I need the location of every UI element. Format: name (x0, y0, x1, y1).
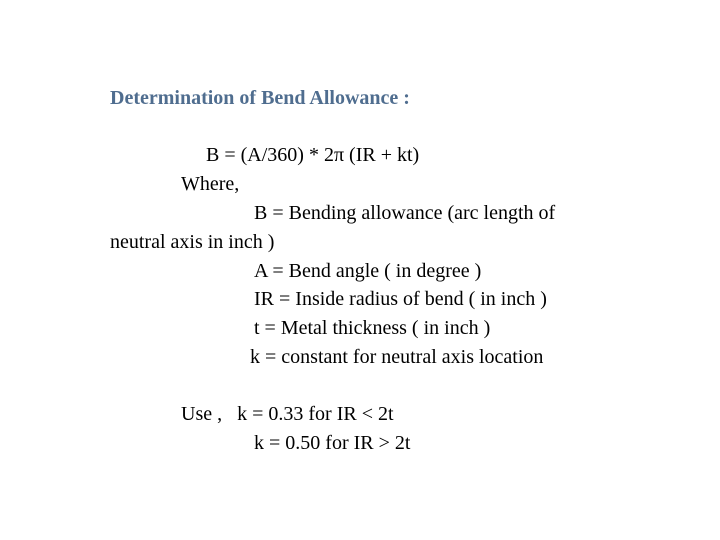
slide-heading: Determination of Bend Allowance : (110, 87, 410, 109)
usage-line1: Use , k = 0.33 for IR < 2t (181, 403, 394, 425)
where-label: Where, (181, 173, 240, 195)
definition-b-line1: B = Bending allowance (arc length of (254, 202, 556, 224)
definition-b-line2: neutral axis in inch ) (110, 231, 275, 253)
formula-text: B = (A/360) * 2π (IR + kt) (206, 144, 420, 166)
usage-line2: k = 0.50 for IR > 2t (254, 432, 411, 454)
definition-ir: IR = Inside radius of bend ( in inch ) (254, 288, 547, 310)
definition-k: k = constant for neutral axis location (250, 346, 544, 368)
definition-t: t = Metal thickness ( in inch ) (254, 317, 491, 339)
definition-a: A = Bend angle ( in degree ) (254, 260, 482, 282)
